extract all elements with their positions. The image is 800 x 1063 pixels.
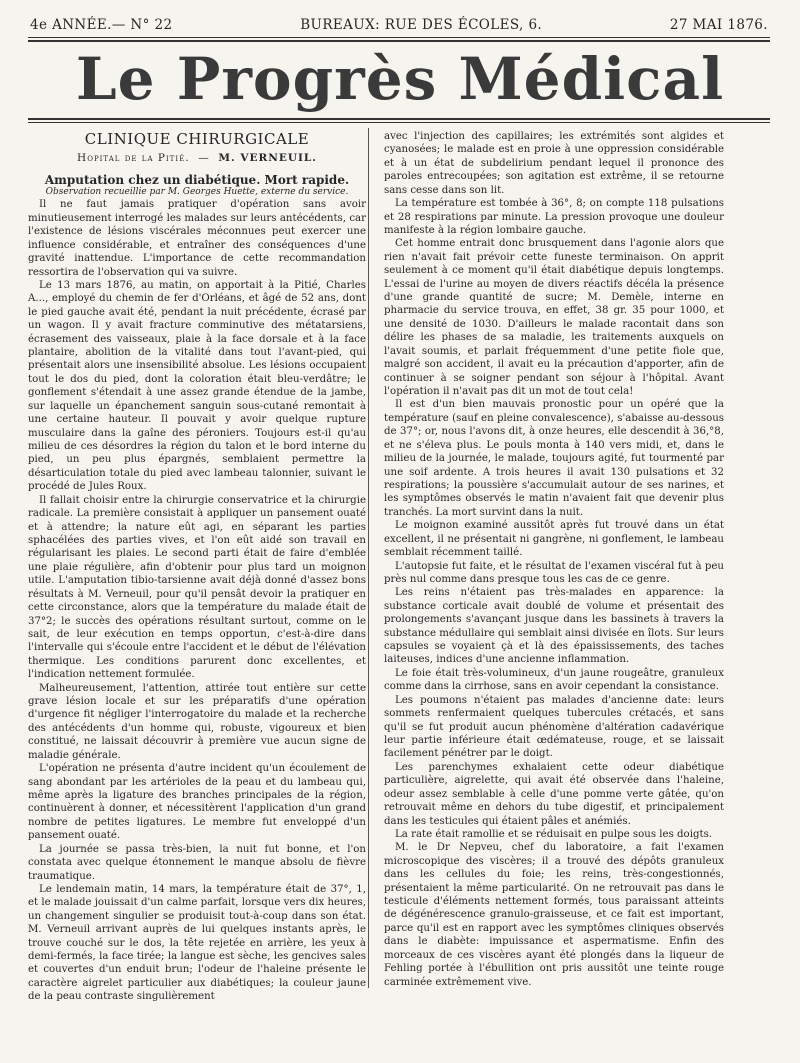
paragraph: La journée se passa très-bien, la nuit fut bonne, et l'on constata avec quelque étonnement le manque absolu de fièvre traumatique. — [28, 843, 366, 882]
paragraph: Il est d'un bien mauvais pronostic pour un opéré que la température (sauf en pleine convalescence), s'abaisse au-dessous de 37°; or, nous l'avons dit, à onze heures, elle descendit à 36,°8, et ne s'éleva plus. Le pouls monta à 140 vers midi, et, dans le milieu de la journée, le malade, toujours agité, fut tourmenté par une soif ardente. A trois heures il avait 130 pulsations et 32 respirations; la poussière s'accumulait autour de ses narines, et les symptômes observés le matin n'avaient fait que devenir plus tranchés. La mort survint dans la nuit. — [384, 399, 724, 518]
masthead-rule-thin — [28, 122, 770, 123]
left-column — [28, 130, 366, 1004]
right-column — [384, 130, 724, 989]
paragraph: La température est tombée à 36°, 8; on compte 118 pulsations et 28 respirations par minute. La pression provoque une douleur manifeste à la région lombaire gauche. — [384, 198, 724, 236]
article-title: Amputation chez un diabétique. Mort rapide. — [44, 173, 350, 188]
paragraph: Il fallait choisir entre la chirurgie conservatrice et la chirurgie radicale. La première consistait à appliquer un pansement ouaté et à attendre; la nature eût agi, en séparant les parties sphacélées des parties vives, et l'on eût aidé son travail en régularisant les plaies. Le second parti était de faire d'emblée une plaie régulière, afin d'obtenir pour plus tard un moignon utile. L'amputation tibio-tarsienne avait déjà donné d'assez bons résultats à M. Verneuil, pour qu'il pensât devoir la pratiquer en cette circonstance, alors que la température du malade était de 37°2; le succès des opérations résultant surtout, comme on le sait, de leur exécution en temps opportun, c'est-à-dire dans l'intervalle qui s'écoule entre l'accident et le début de l'élévation thermique. Les conditions parurent donc excellentes, et l'indication nettement formulée. — [28, 494, 366, 681]
surgeon-name: M. VERNEUIL. — [218, 152, 317, 164]
masthead-rule — [28, 118, 770, 120]
paragraph: Cet homme entrait donc brusquement dans l'agonie alors que rien n'avait fait prévoir cette funeste terminaison. On apprit seulement à ce moment qu'il était diabétique depuis longtemps. L'essai de l'urine au moyen de divers réactifs décéla la présence d'une grande quantité de sucre; M. Demèle, interne en pharmacie du service trouva, en effet, 38 gr. 35 pour 1000, et une densité de 1030. D'ailleurs le malade racontait dans son délire les phases de sa maladie, les traitements auxquels on l'avait soumis, et parlait fréquemment d'une petite fiole que, malgré son accident, il avait eu la précaution d'apporter, afin de continuer à se soigner pendant son séjour à l'hôpital. Avant l'opération il n'avait pas dit un mot de tout cela! — [384, 238, 724, 398]
column-divider — [368, 128, 369, 988]
observer-credit: Observation recueillie par M. Georges Huette, externe du service. — [45, 187, 349, 198]
issue-number: 4e ANNÉE.— N° 22 — [30, 17, 173, 33]
paragraph: Les reins n'étaient pas très-malades en apparence: la substance corticale avait doublé de volume et présentait des prolongements s'avançant jusque dans les bassinets à travers la substance médullaire qui semblait ainsi divisée en îlots. Sur leurs capsules se voyaient çà et là des épaississements, des taches laiteuses, indices d'une ancienne inflammation. — [384, 587, 724, 666]
header-rule-thick — [28, 40, 770, 42]
paragraph: Les poumons n'étaient pas malades d'ancienne date: leurs sommets renfermaient quelques tubercules crétacés, et sans qu'il se fut produit aucun phénomène d'altération cadavérique leur partie inférieure était œdémateuse, rouge, et se laissait facilement pénétrer par le doigt. — [384, 694, 724, 760]
paragraph: avec l'injection des capillaires; les extrémités sont algides et cyanosées; le malade est en proie à une oppression considérable et à un état de subdelirium pendant lequel il prononce des paroles entrecoupées; son agitation est extrême, il se retourne sans cesse dans son lit. — [384, 131, 724, 196]
paragraph: Le lendemain matin, 14 mars, la température était de 37°, 1, et le malade jouissait d'un calme parfait, lorsque vers dix heures, un changement singulier se produisit tout-à-coup dans son état. M. Verneuil arrivant auprès de lui quelques instants après, le trouve couché sur le dos, la tête rejetée en arrière, les yeux à demi-fermés, la face tirée; la langue est sèche, les gencives sales et couvertes d'un enduit brun; l'odeur de l'haleine présente le caractère aigrelet particulier aux diabétiques; la couleur jaune de la peau contraste singulièrement — [28, 883, 366, 1003]
header-rule — [28, 37, 770, 38]
paragraph: Le 13 mars 1876, au matin, on apportait à la Pitié, Charles A..., employé du chemin de fer d'Orléans, et âgé de 52 ans, dont le pied gauche avait été, pendant la nuit précédente, écrasé par un wagon. Il y avait fracture comminutive des métatarsiens, écrasement des vaisseaux, plaie à la face dorsale et à la face plantaire, abolition de la vitalité dans tout l'avant-pied, qui présentait alors une insensibilité absolue. Les lésions occupaient tout le dos du pied, dont la coloration était bleu-verdâtre; le gonflement s'étendait à une assez grande étendue de la jambe, sur laquelle un épanchement sanguin sous-cutané remontait à une certaine hauteur. Il pouvait y avoir quelque rupture musculaire dans la gaîne des péroniers. Toujours est-il qu'au milieu de ces désordres la région du talon et le bord interne du pied, un peu plus épargnés, semblaient permettre la désarticulation totale du pied avec lambeau talonnier, suivant le procédé de Jules Roux. — [28, 279, 366, 493]
paragraph: M. le Dr Nepveu, chef du laboratoire, a fait l'examen microscopique des viscères; il a trouvé des dépôts granuleux dans les cellules du foie; les reins, très-congestionnés, présentaient la même particularité. On ne retrouvait pas dans le testicule d'éléments nettement formés, tous paraissant atteints de dégénérescence granulo-graisseuse, et ce fait est important, parce qu'il est en rapport avec les symptômes cliniques observés dans le diabète: impuissance et aspermatisme. Enfin des morceaux de ces viscères ayant été plongés dans la liqueur de Fehling portée à l'ébullition ont pris aussitôt une teinte rouge carminée extrêmement vive. — [384, 842, 724, 988]
paragraph: Les parenchymes exhalaient cette odeur diabétique particulière, aigrelette, qui avait été observée dans l'haleine, odeur assez semblable à celle d'une pomme verte gâtée, qu'on retrouvait même en dehors du tube digestif, et principalement dans les testicules qui étaient pâles et anémiés. — [384, 761, 724, 827]
paragraph: La rate était ramollie et se réduisait en pulpe sous les doigts. — [395, 828, 713, 840]
paragraph: Il ne faut jamais pratiquer d'opération sans avoir minutieusement interrogé les malades sur leurs antécédents, car l'existence de lésions viscérales méconnues peut exercer une influence considérable, et entraîner des conséquences d'une gravité inattendue. L'importance de cette recommandation ressortira de l'observation qui va suivre. — [28, 199, 366, 278]
hospital-line: Hopital de la Pitié. — M. VERNEUIL. — [77, 152, 317, 164]
hospital-name: Hopital de la Pitié. — [77, 152, 190, 164]
issue-date: 27 MAI 1876. — [669, 17, 768, 33]
paragraph: L'autopsie fut faite, et le résultat de l'examen viscéral fut à peu près nul comme dans presque tous les cas de ce genre. — [384, 560, 724, 585]
issue-header — [30, 14, 768, 36]
masthead-title: Le Progrès Médical — [75, 45, 725, 113]
paragraph: L'opération ne présenta d'autre incident qu'un écoulement de sang abondant par les artérioles de la peau et du lambeau qui, même après la ligature des branches principales de la région, continuèrent à donner, et nécessitèrent l'application d'un grand nombre de petites ligatures. Le membre fut enveloppé d'un pansement ouaté. — [28, 763, 366, 842]
section-heading: CLINIQUE CHIRURGICALE — [84, 130, 310, 148]
paragraph: Le moignon examiné aussitôt après fut trouvé dans un état excellent, il ne présentait ni gangrène, ni gonflement, le lambeau semblait récemment taillé. — [384, 520, 724, 559]
office-address: BUREAUX: RUE DES ÉCOLES, 6. — [300, 17, 543, 33]
paragraph: Malheureusement, l'attention, attirée tout entière sur cette grave lésion locale et sur les préparatifs d'une opération d'urgence fit négliger l'interrogatoire du malade et la recherche des antécédents d'un homme qui, robuste, vigoureux et bien constitué, ne laissait découvrir à première vue aucun signe de maladie générale. — [28, 682, 366, 761]
paragraph: Le foie était très-volumineux, d'un jaune rougeâtre, granuleux comme dans la cirrhose, sans en avoir cependant la consistance. — [384, 667, 724, 693]
